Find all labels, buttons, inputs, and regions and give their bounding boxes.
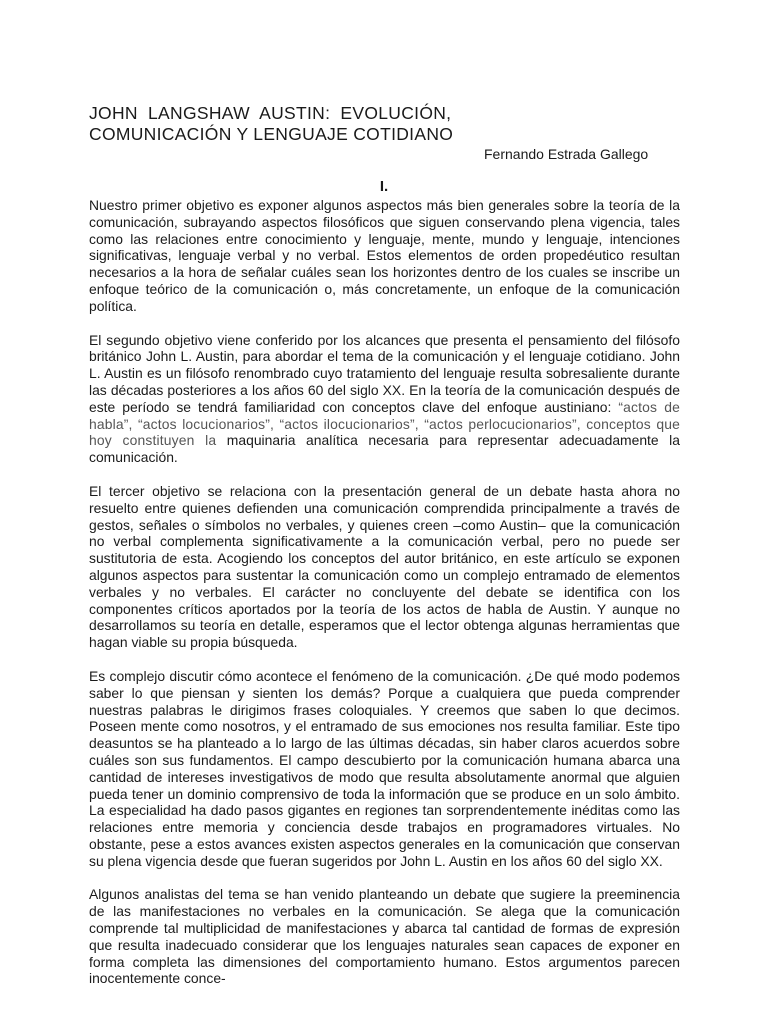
author-name: Fernando Estrada Gallego	[484, 146, 649, 162]
paragraph-3: El tercer objetivo se relaciona con la presentación general de un debate hasta ahora no resuelto entre quienes defienden una comunicación comprendida principalmente a través de gestos, señales o símbolos no verbales, y quienes creen –como Austin– que la comunicación no verbal complementa significativamente a la comunicación verbal, pero no puede ser sustitutoria de esta. Acogiendo los conceptos del autor británico, en este artículo se exponen algunos aspectos para sustentar la comunicación como un complejo entramado de elementos verbales y no verbales. El carácter no concluyente del debate se identifica con los componentes críticos aportados por la teoría de los actos de habla de Austin. Y aunque no desarrollamos su teoría en detalle, esperamos que el lector obtenga algunas herramientas que hagan viable su propia búsqueda.	[89, 482, 680, 651]
section-heading: I.	[379, 178, 389, 195]
title-line-1: JOHN LANGSHAW AUSTIN: EVOLUCIÓN,	[89, 103, 452, 123]
document-title	[89, 103, 689, 145]
paragraph-5: Algunos analistas del tema se han venido planteando un debate que sugiere la preeminencia de las manifestaciones no verbales en la comunicación. Se alega que la comunicación comprende tal multiplicidad de manifestaciones y abarca tal cantidad de formas de expresión que resulta inadecuado considerar que los lenguajes naturales sean capaces de exponer en forma completa las dimensiones del comportamiento humano. Estos argumentos parecen inocentemente conce-	[89, 886, 680, 987]
title-line-2: COMUNICACIÓN Y LENGUAJE COTIDIANO	[89, 124, 454, 144]
paragraph-2-text-b: maquinaria analítica necesaria para representar adecuadamente la comunicación.	[89, 432, 680, 466]
paragraph-1: Nuestro primer objetivo es exponer algunos aspectos más bien generales sobre la teoría de la comunicación, subrayando aspectos filosóficos que siguen conservando plena vigencia, tales como las relaciones entre conocimiento y lenguaje, mente, mundo y lenguaje, intenciones significativas, lenguaje verbal y no verbal. Estos elementos de orden propedéutico resultan necesarios a la hora de señalar cuáles sean los horizontes dentro de los cuales se inscribe un enfoque teórico de la comunicación o, más concretamente, un enfoque de la comunicación política.	[89, 197, 680, 314]
paragraph-2-quoted-concepts: “actos de habla”, “actos locucionarios”, “actos ilocucionarios”, “actos perlocucionarios”, conceptos que hoy constituyen la	[89, 398, 680, 449]
paragraph-4: Es complejo discutir cómo acontece el fenómeno de la comunicación. ¿De qué modo podemos saber lo que piensan y sienten los demás? Porque a cualquiera que pueda comprender nuestras palabras le dirigimos frases coloquiales. Y creemos que saben lo que decimos. Poseen mente como nosotros, y el entramado de sus emociones nos resulta familiar. Este tipo deasuntos se ha planteado a lo largo de las últimas décadas, sin haber claros acuerdos sobre cuáles son sus fundamentos. El campo descubierto por la comunicación humana abarca una cantidad de intereses investigativos de modo que resulta absolutamente anormal que alguien pueda tener un dominio comprensivo de toda la información que se produce en un solo ámbito. La especialidad ha dado pasos gigantes en regiones tan sorprendentemente inéditas como las relaciones entre memoria y conciencia desde trabajos en programadores virtuales. No obstante, pese a estos avances existen aspectos generales en la comunicación que conservan su plena vigencia desde que fueran sugeridos por John L. Austin en los años 60 del siglo XX.	[89, 667, 680, 869]
paragraph-2	[89, 332, 680, 466]
paragraph-2-text-a: El segundo objetivo viene conferido por los alcances que presenta el pensamiento del filósofo británico John L. Austin, para abordar el tema de la comunicación y el lenguaje cotidiano. John L. Austin es un filósofo renombrado cuyo tratamiento del lenguaje resulta sobresaliente durante las décadas posteriores a los años 60 del siglo XX. En la teoría de la comunicación después de este período se tendrá familiaridad con conceptos clave del enfoque austiniano:	[89, 331, 680, 415]
article-body	[89, 197, 680, 987]
